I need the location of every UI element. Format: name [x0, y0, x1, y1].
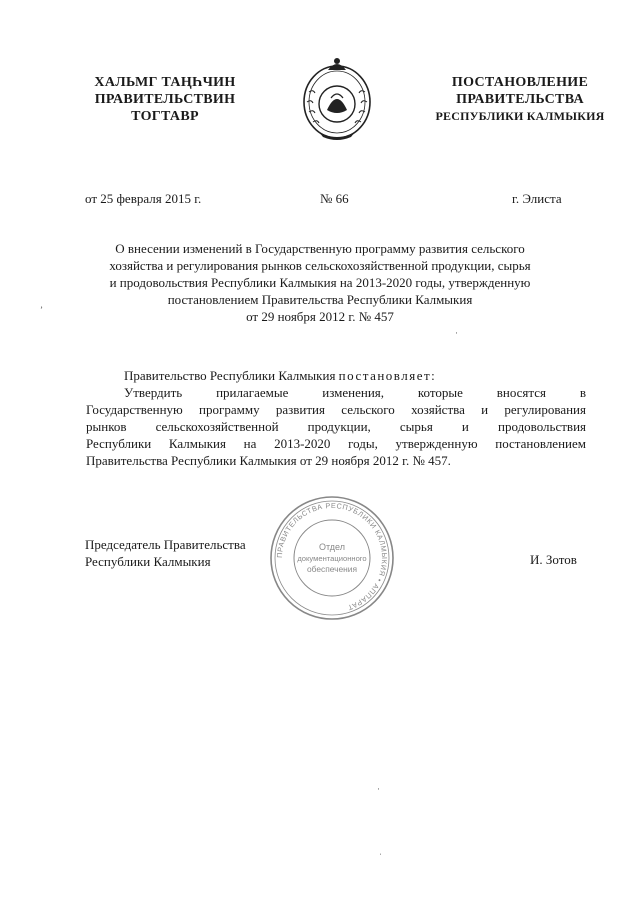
document-number: № 66	[320, 191, 349, 206]
header-right-line-1: ПОСТАНОВЛЕНИЕ	[451, 75, 589, 90]
title-line-3: и продовольствия Республики Калмыкия на 2013-2020 годы, утвержденную	[109, 275, 531, 290]
stamp-ring-text: ПРАВИТЕЛЬСТВА РЕСПУБЛИКИ КАЛМЫКИЯ • АППАРАТ	[274, 500, 390, 613]
official-stamp	[268, 494, 396, 622]
stamp-line-3: обеспечения	[307, 564, 357, 574]
kalmykia-coat-of-arms-icon	[301, 52, 373, 142]
document-city: г. Элиста	[512, 191, 562, 206]
header-left-kalmyk	[70, 74, 260, 125]
header-right-line-2: ПРАВИТЕЛЬСТВА	[456, 92, 584, 107]
signature-position	[85, 536, 246, 570]
paragraph-last-line: Правительства Республики Калмыкия от 29 ноября 2012 г. № 457.	[86, 453, 451, 468]
signer-name: И. Зотов	[530, 552, 577, 567]
header-right-russian	[420, 74, 620, 125]
document-body	[86, 367, 586, 469]
paragraph-line-3: рынков сельскохозяйственной продукции, сырья и продовольствия	[86, 419, 586, 434]
scan-speck: ˌ	[379, 845, 382, 855]
signature-position-line-1: Председатель Правительства	[85, 537, 246, 552]
stamp-line-2: документационного	[297, 554, 367, 563]
title-line-4: постановлением Правительства Республики Калмыкия	[167, 292, 473, 307]
title-line-1: О внесении изменений в Государственную программу развития сельского	[115, 241, 525, 256]
signature-position-line-2: Республики Калмыкия	[85, 554, 211, 569]
paragraph-line-1: Утвердить прилагаемые изменения, которые вносятся в	[124, 385, 586, 400]
document-title	[80, 240, 560, 325]
scan-speck: ·	[455, 328, 458, 338]
header-left-line-1: ХАЛЬМГ ТАҢҺЧИН	[94, 75, 236, 90]
intro-prefix: Правительство Республики Калмыкия	[124, 368, 336, 383]
header-left-line-3: ТОГТАВР	[131, 109, 199, 124]
stamp-line-1: Отдел	[318, 542, 346, 552]
header-right-line-3: РЕСПУБЛИКИ КАЛМЫКИЯ	[435, 109, 605, 123]
document-date: от 25 февраля 2015 г.	[85, 191, 202, 206]
scan-speck: ʼ	[40, 305, 43, 315]
paragraph-line-4: Республики Калмыкия на 2013-2020 годы, утвержденную постановлением	[86, 436, 586, 451]
intro-verb: постановляет:	[338, 368, 437, 383]
header-left-line-2: ПРАВИТЕЛЬСТВИН	[94, 92, 236, 107]
title-line-2: хозяйства и регулирования рынков сельскохозяйственной продукции, сырья	[109, 258, 531, 273]
body-intro	[86, 367, 586, 384]
scan-speck: ·	[377, 784, 380, 794]
title-line-5: от 29 ноября 2012 г. № 457	[246, 309, 394, 324]
paragraph-line-2: Государственную программу развития сельского хозяйства и регулирования	[86, 402, 586, 417]
